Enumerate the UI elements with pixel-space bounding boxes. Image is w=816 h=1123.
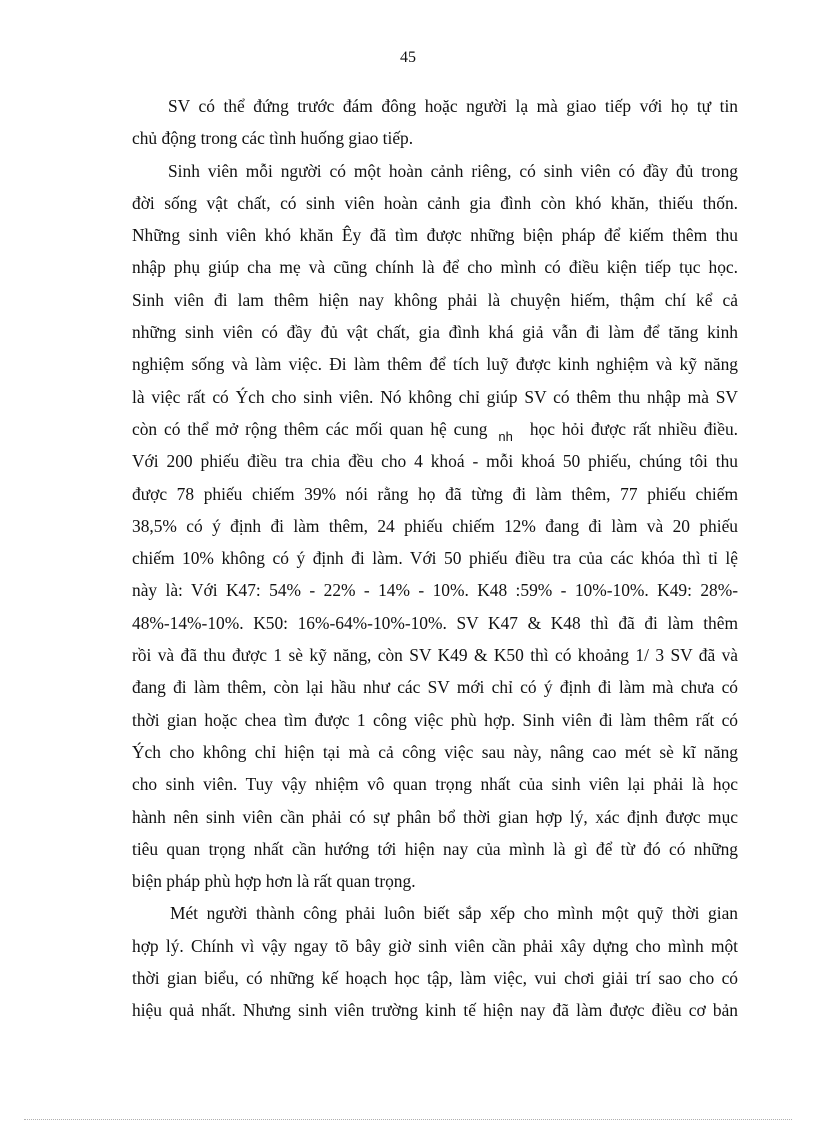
document-body: [132, 90, 738, 1027]
text-line: thời gian hoặc chea tìm được 1 công việc phù hợp. Sinh viên đi làm thêm rất có: [132, 709, 738, 730]
text-line: hợp lý. Chính vì vậy ngay tõ bây giờ sinh viên cần phải xây dựng cho mình một: [132, 935, 738, 956]
text-line: Với 200 phiếu điều tra chia đều cho 4 khoá - mỗi khoá 50 phiếu, chúng tôi thu: [132, 451, 738, 472]
paragraph-2: [132, 155, 738, 898]
text-line: đời sống vật chất, có sinh viên hoàn cảnh gia đình còn khó khăn, thiếu thốn.: [132, 192, 738, 213]
text-line: hiệu quả nhất. Nhưng sinh viên trường kinh tế hiện nay đã làm được điều cơ bản: [132, 1000, 738, 1021]
text-line: cho sinh viên. Tuy vậy nhiệm vô quan trọng nhất của sinh viên lại phải là học: [132, 774, 738, 795]
text-line: biện pháp phù hợp hơn là rất quan trọng.: [132, 871, 416, 892]
text-segment: học hỏi được rất nhiều điều.: [529, 418, 739, 439]
paragraph-1: [132, 90, 738, 155]
text-line: chủ động trong các tình huống giao tiếp.: [132, 128, 414, 149]
text-line: Mét người thành công phải luôn biết sắp xếp cho mình một quỹ thời gian: [170, 903, 738, 924]
text-line: thời gian biểu, có những kế hoạch học tập, làm việc, vui chơi giải trí sao cho có: [132, 968, 738, 989]
text-line: hành nên sinh viên cần phải có sự phân bổ thời gian hợp lý, xác định được mục: [132, 806, 738, 827]
text-line: đang đi làm thêm, còn lại hầu như các SV mới chỉ có ý định đi làm mà chưa có: [132, 677, 738, 698]
text-line: SV có thể đứng trước đám đông hoặc người lạ mà giao tiếp với họ tự tin: [168, 96, 738, 116]
text-line: 48%-14%-10%. K50: 16%-64%-10%-10%. SV K47 & K48 thì đã đi làm thêm: [132, 612, 738, 633]
paragraph-3: [132, 897, 738, 1026]
text-line: 38,5% có ý định đi làm thêm, 24 phiếu chiếm 12% đang đi làm và 20 phiếu: [132, 515, 738, 536]
text-line: này là: Với K47: 54% - 22% - 14% - 10%. K48 :59% - 10%-10%. K49: 28%-: [132, 580, 738, 601]
page-bottom-border: [24, 1119, 792, 1120]
text-line: Sinh viên đi lam thêm hiện nay không phải là chuyện hiếm, thậm chí kể cả: [132, 289, 738, 310]
text-line: được 78 phiếu chiếm 39% nói rằng họ đã từng đi làm thêm, 77 phiếu chiếm: [132, 483, 738, 504]
text-line: rồi và đã thu được 1 sè kỹ năng, còn SV K49 & K50 thì có khoảng 1/ 3 SV đã và: [132, 645, 738, 666]
text-line: nhập phụ giúp cha mẹ và cũng chính là để cho mình có điều kiện tiếp tục học.: [132, 257, 738, 278]
text-line: Những sinh viên khó khăn Êy đã tìm được những biện pháp để kiếm thêm thu: [132, 225, 738, 246]
text-line: là việc rất có Ých cho sinh viên. Nó không chỉ giúp SV có thêm thu nhập mà SV: [132, 386, 738, 407]
page-number: 45: [400, 49, 416, 66]
text-line: nghiệm sống và làm việc. Đi làm thêm để tích luỹ được kinh nghiệm và kỹ năng: [132, 354, 738, 375]
text-segment: còn có thể mở rộng thêm các mối quan hệ cung: [132, 418, 488, 439]
text-line: chiếm 10% không có ý định đi làm. Với 50 phiếu điều tra của các khóa thì tỉ lệ: [132, 548, 738, 569]
text-line: Ých cho không chỉ hiện tại mà cả công việc sau này, nâng cao mét sè kĩ năng: [132, 741, 738, 762]
text-line: những sinh viên có đầy đủ vật chất, gia đình khá giả vẫn đi làm để tăng kinh: [132, 322, 738, 343]
text-line: Sinh viên mỗi người có một hoàn cảnh riêng, có sinh viên có đầy đủ trong: [168, 160, 738, 181]
subscript-fragment: nh: [498, 428, 513, 444]
text-line: tiêu quan trọng nhất cần hướng tới hiện nay của mình là gì để từ đó có những: [132, 838, 738, 859]
text-line-split: [132, 413, 738, 445]
